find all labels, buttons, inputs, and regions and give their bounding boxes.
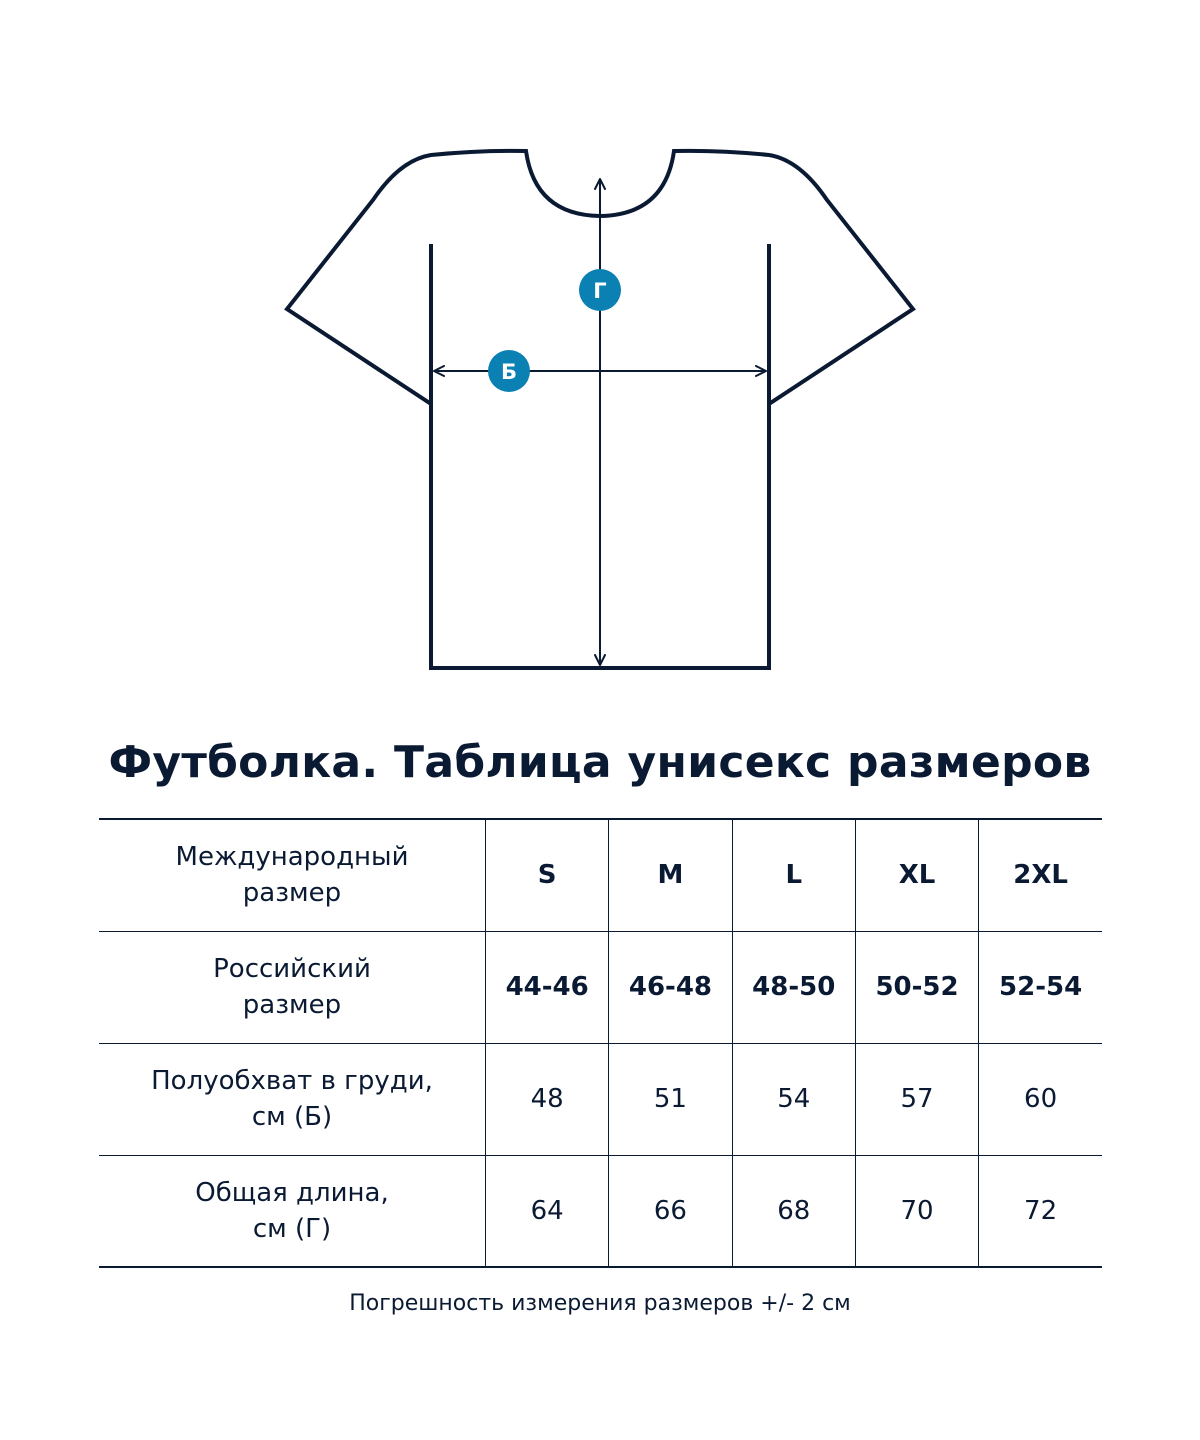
measurement-tolerance-note: Погрешность измерения размеров +/- 2 см xyxy=(349,1291,851,1316)
table-cell: XL xyxy=(855,819,978,931)
length-badge-label: Г xyxy=(593,279,607,303)
table-cell: 68 xyxy=(732,1155,855,1267)
table-cell: 52-54 xyxy=(979,931,1102,1043)
table-row-international-size xyxy=(99,819,1102,931)
row-label xyxy=(99,931,486,1043)
table-cell: 44-46 xyxy=(486,931,609,1043)
table-cell: 60 xyxy=(979,1043,1102,1155)
row-label-line: размер xyxy=(242,990,342,1020)
row-label-line: Международный xyxy=(175,842,409,873)
row-label xyxy=(99,1155,486,1267)
table-cell: 66 xyxy=(609,1155,732,1267)
chest-badge-label: Б xyxy=(500,360,518,384)
table-cell: 51 xyxy=(609,1043,732,1155)
row-label-line: размер xyxy=(242,878,342,909)
size-table xyxy=(99,818,1102,1268)
table-cell: 54 xyxy=(732,1043,855,1155)
row-label-line: Общая длина, xyxy=(195,1177,389,1208)
table-cell: L xyxy=(732,819,855,931)
row-label-line: Российский xyxy=(213,954,371,984)
row-label-line: см (Г) xyxy=(252,1213,332,1244)
table-cell: M xyxy=(609,819,732,931)
row-label-line: см (Б) xyxy=(251,1102,333,1132)
table-cell: 48 xyxy=(486,1043,609,1155)
table-row-total-length xyxy=(99,1155,1102,1267)
table-cell: 57 xyxy=(855,1043,978,1155)
table-cell: 70 xyxy=(855,1155,978,1267)
chest-badge xyxy=(488,350,530,392)
table-cell: 50-52 xyxy=(855,931,978,1043)
length-badge xyxy=(579,269,621,311)
page-title: Футболка. Таблица унисекс размеров xyxy=(108,737,1092,788)
row-label xyxy=(99,1043,486,1155)
table-cell: 48-50 xyxy=(732,931,855,1043)
table-cell: 64 xyxy=(486,1155,609,1267)
table-cell: 2XL xyxy=(979,819,1102,931)
table-cell: S xyxy=(486,819,609,931)
table-row-russian-size xyxy=(99,931,1102,1043)
table-row-chest-half-girth xyxy=(99,1043,1102,1155)
row-label-line: Полуобхват в груди, xyxy=(151,1066,433,1096)
table-cell: 72 xyxy=(979,1155,1102,1267)
row-label xyxy=(99,819,486,931)
table-cell: 46-48 xyxy=(609,931,732,1043)
